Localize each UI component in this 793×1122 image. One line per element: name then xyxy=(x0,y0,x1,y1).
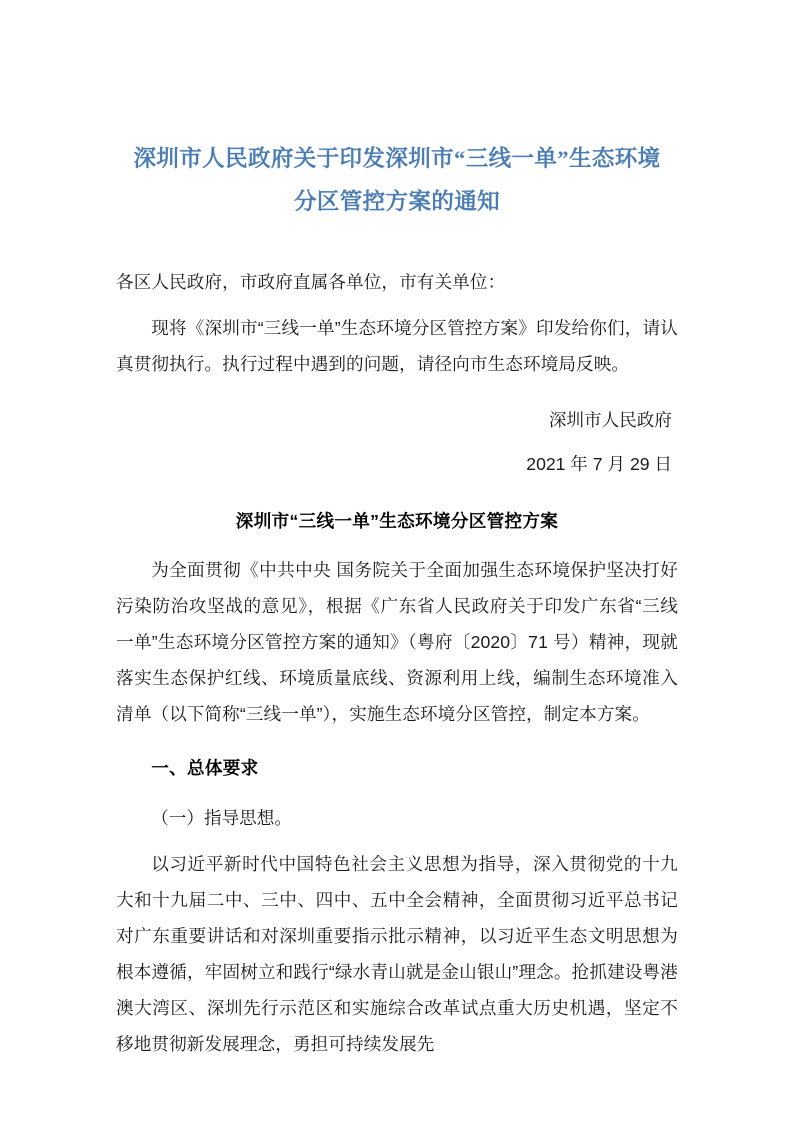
subsection-paragraph-1-1: 以习近平新时代中国特色社会主义思想为指导，深入贯彻党的十九大和十九届二中、三中、四中、五中全会精神，全面贯彻习近平总书记对广东重要讲话和对深圳重要指示批示精神，以习近平生态文明思想为根本遵循，牢固树立和践行“绿水青山就是金山银山”理念。抢抓建设粤港澳大湾区、深圳先行示范区和实施综合改革试点重大历史机遇，坚定不移地贯彻新发展理念，勇担可持续发展先 xyxy=(116,854,678,1054)
transmittal-paragraph: 现将《深圳市“三线一单”生态环境分区管控方案》印发给你们，请认真贯彻执行。执行过程中遇到的问题，请径向市生态环境局反映。 xyxy=(116,318,678,374)
signature-date: 2021 年 7 月 29 日 xyxy=(526,454,672,474)
salutation: 各区人民政府，市政府直属各单位，市有关单位： xyxy=(116,272,506,292)
page-title xyxy=(116,140,678,220)
subsection-label-1-1: （一）指导思想。 xyxy=(151,808,292,828)
page-title-line-1: 深圳市人民政府关于印发深圳市“三线一单”生态环境 xyxy=(133,146,661,171)
section-heading-1: 一、总体要求 xyxy=(151,758,259,778)
preamble-paragraph: 为全面贯彻《中共中央 国务院关于全面加强生态环境保护坚决打好污染防治攻坚战的意见》，根据《广东省人民政府关于印发广东省“三线一单”生态环境分区管控方案的通知》（粤府〔2020〕71 号）精神，现就落实生态保护红线、环境质量底线、资源利用上线，编制生态环境准入清单（以下简称“三线一单”），实施生态环境分区管控，制定本方案。 xyxy=(116,560,678,724)
page-title-line-2: 分区管控方案的通知 xyxy=(293,189,501,214)
signature-organization: 深圳市人民政府 xyxy=(548,410,672,430)
document-content xyxy=(116,140,678,1062)
scheme-title: 深圳市“三线一单”生态环境分区管控方案 xyxy=(235,511,559,531)
